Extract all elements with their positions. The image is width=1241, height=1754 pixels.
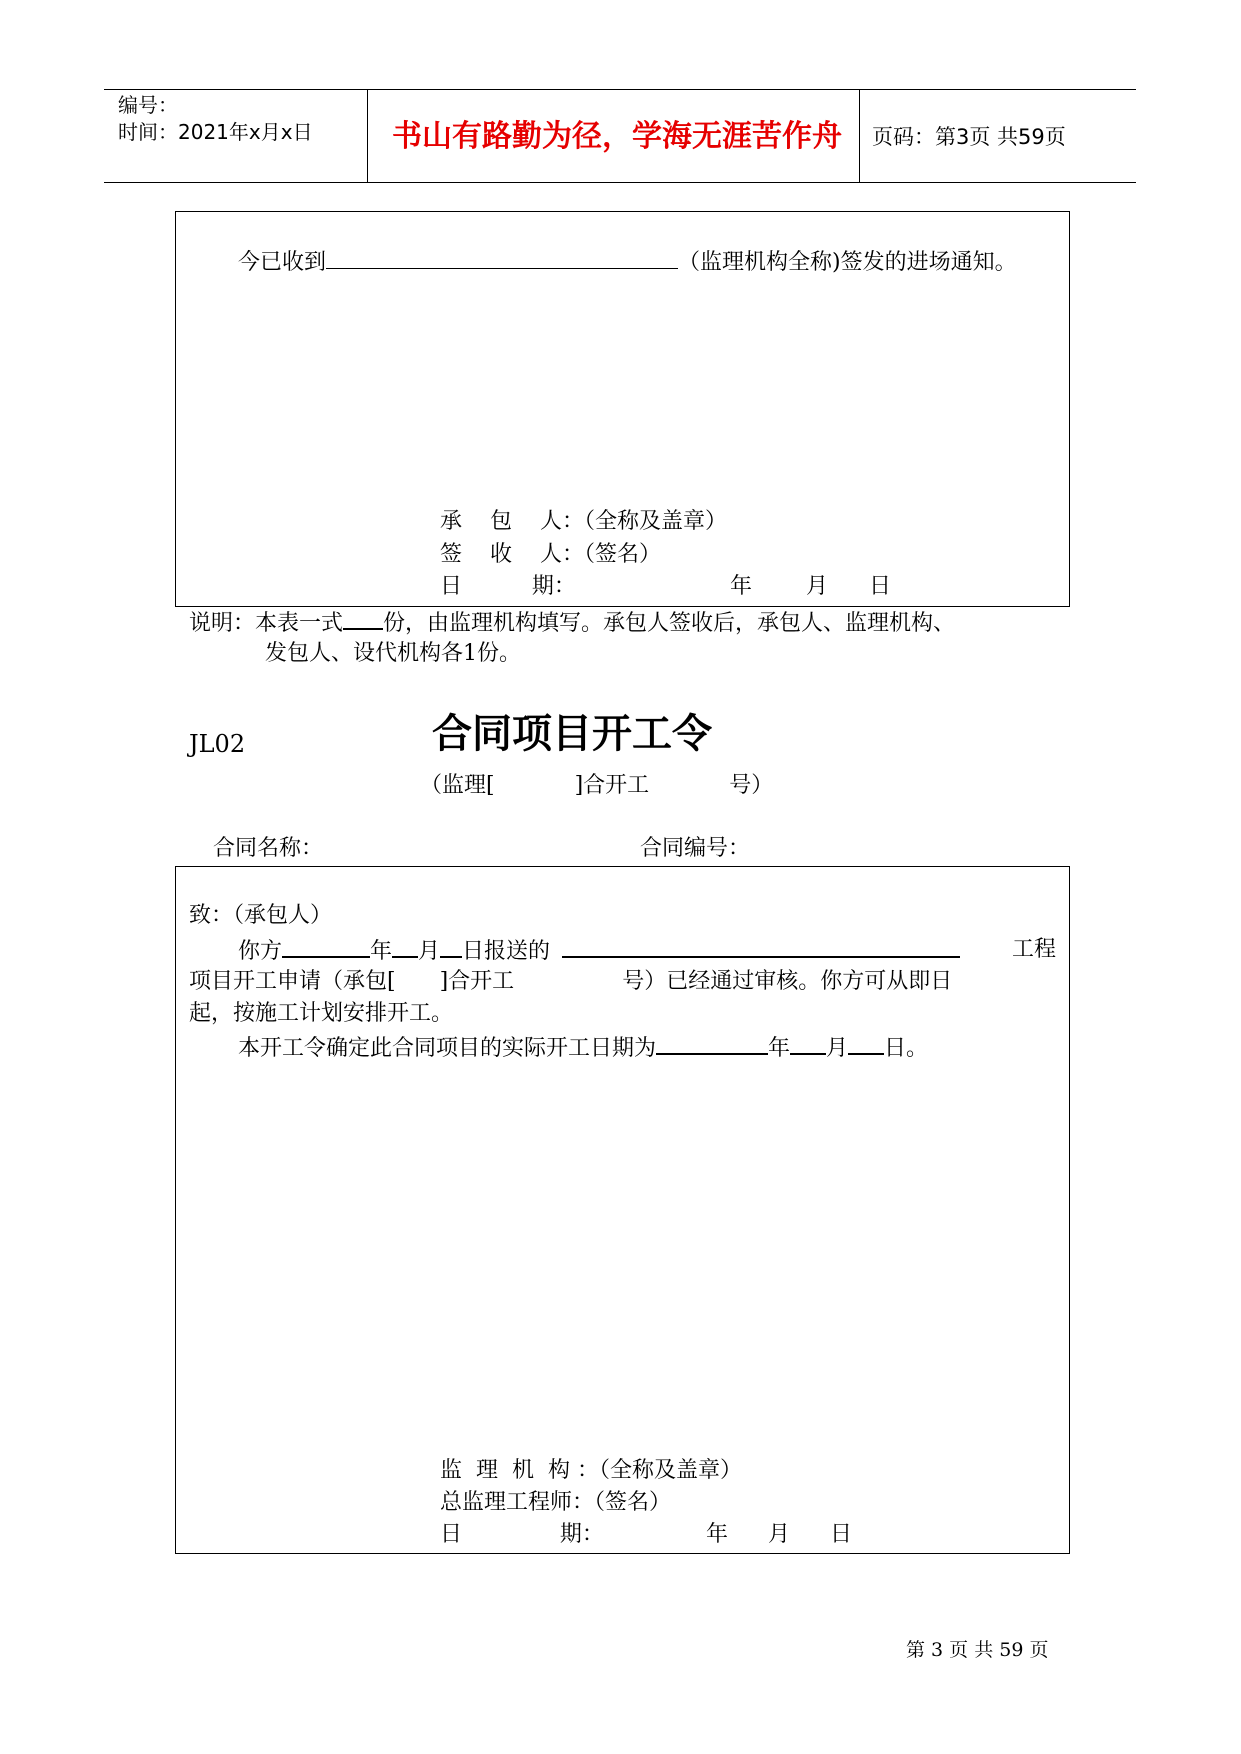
agency-name-blank[interactable] [326, 246, 678, 269]
p1-day-sent: 日报送的 [462, 939, 551, 964]
header-top-rule [104, 89, 1136, 90]
receipt-sig-receiver: 签 收 人：（签名） [440, 542, 661, 567]
order-sig-engineer: 总监理工程师：（签名） [440, 1490, 672, 1515]
addressee-line: 致：（承包人） [189, 903, 333, 928]
note-rest: 份，由监理机构填写。承包人签收后，承包人、监理机构、 [383, 611, 956, 636]
p1-month: 月 [418, 939, 441, 964]
submit-day-blank[interactable] [440, 934, 462, 958]
project-name-blank[interactable] [562, 934, 960, 958]
order-para-3: 起，按施工计划安排开工。 [189, 1001, 454, 1026]
header-slogan: 书山有路勤为径，学海无涯苦作舟 [392, 119, 842, 154]
footer-page-number: 第 3 页 共 59 页 [906, 1639, 1049, 1661]
p2-mid: ]合开工 [439, 969, 515, 994]
header-page-info: 页码：第3页 共59页 [872, 125, 1066, 149]
note-prefix: 说明：本表一式 [189, 611, 344, 636]
receipt-statement-suffix: （监理机构全称)签发的进场通知。 [678, 250, 1017, 275]
order-sig-date-day: 日 [830, 1522, 853, 1547]
receipt-sig-date-year: 年 [730, 574, 753, 599]
receipt-statement [238, 246, 1017, 279]
p2-suffix: 号）已经通过审核。你方可从即日 [622, 969, 953, 994]
header-divider-right [859, 89, 860, 183]
header-time-label: 时间：2021年x月x日 [118, 120, 313, 144]
header-serial-label: 编号： [118, 93, 178, 117]
p1-year: 年 [370, 939, 393, 964]
start-day-blank[interactable] [848, 1031, 884, 1055]
contract-no-label: 合同编号： [640, 836, 751, 861]
note-line-1 [189, 606, 955, 640]
note-line-2: 发包人、设代机构各1份。 [265, 641, 521, 666]
header-divider-left [367, 89, 368, 183]
p4-month: 月 [826, 1036, 849, 1061]
start-month-blank[interactable] [790, 1031, 826, 1055]
order-sig-date-year: 年 [706, 1522, 729, 1547]
subtitle-suffix: 号） [729, 773, 774, 798]
submit-month-blank[interactable] [392, 934, 418, 958]
order-sig-date-month: 月 [768, 1522, 791, 1547]
order-sig-org: 监 理 机 构 ：（全称及盖章） [440, 1458, 742, 1483]
receipt-sig-date-label: 日 期： [440, 574, 576, 599]
p4-year: 年 [768, 1036, 791, 1061]
receipt-sig-contractor: 承 包 人：（全称及盖章） [440, 509, 727, 534]
order-sig-date-label: 日 期： [440, 1522, 604, 1547]
contract-name-label: 合同名称： [213, 836, 324, 861]
start-year-blank[interactable] [656, 1031, 768, 1055]
order-para-4 [238, 1031, 928, 1065]
subtitle-prefix: （监理[ [420, 773, 495, 798]
receipt-sig-date-day: 日 [869, 574, 892, 599]
order-para-2 [189, 966, 952, 998]
p1-gongcheng: 工程 [1012, 937, 1057, 962]
receipt-sig-date-month: 月 [806, 574, 829, 599]
p2-prefix: 项目开工申请（承包[ [189, 969, 396, 994]
submit-year-blank[interactable] [282, 934, 370, 958]
p4-prefix: 本开工令确定此合同项目的实际开工日期为 [238, 1036, 657, 1061]
form-code: JL02 [189, 730, 246, 758]
form-subtitle [420, 770, 773, 802]
copies-blank[interactable] [343, 606, 383, 630]
p1-ni-fang: 你方 [238, 939, 283, 964]
order-para-1 [238, 934, 960, 968]
subtitle-mid: ]合开工 [574, 773, 650, 798]
receipt-statement-prefix: 今已收到 [238, 250, 327, 275]
form-title: 合同项目开工令 [432, 711, 712, 757]
p4-day: 日。 [884, 1036, 929, 1061]
header-bottom-rule [104, 182, 1136, 183]
